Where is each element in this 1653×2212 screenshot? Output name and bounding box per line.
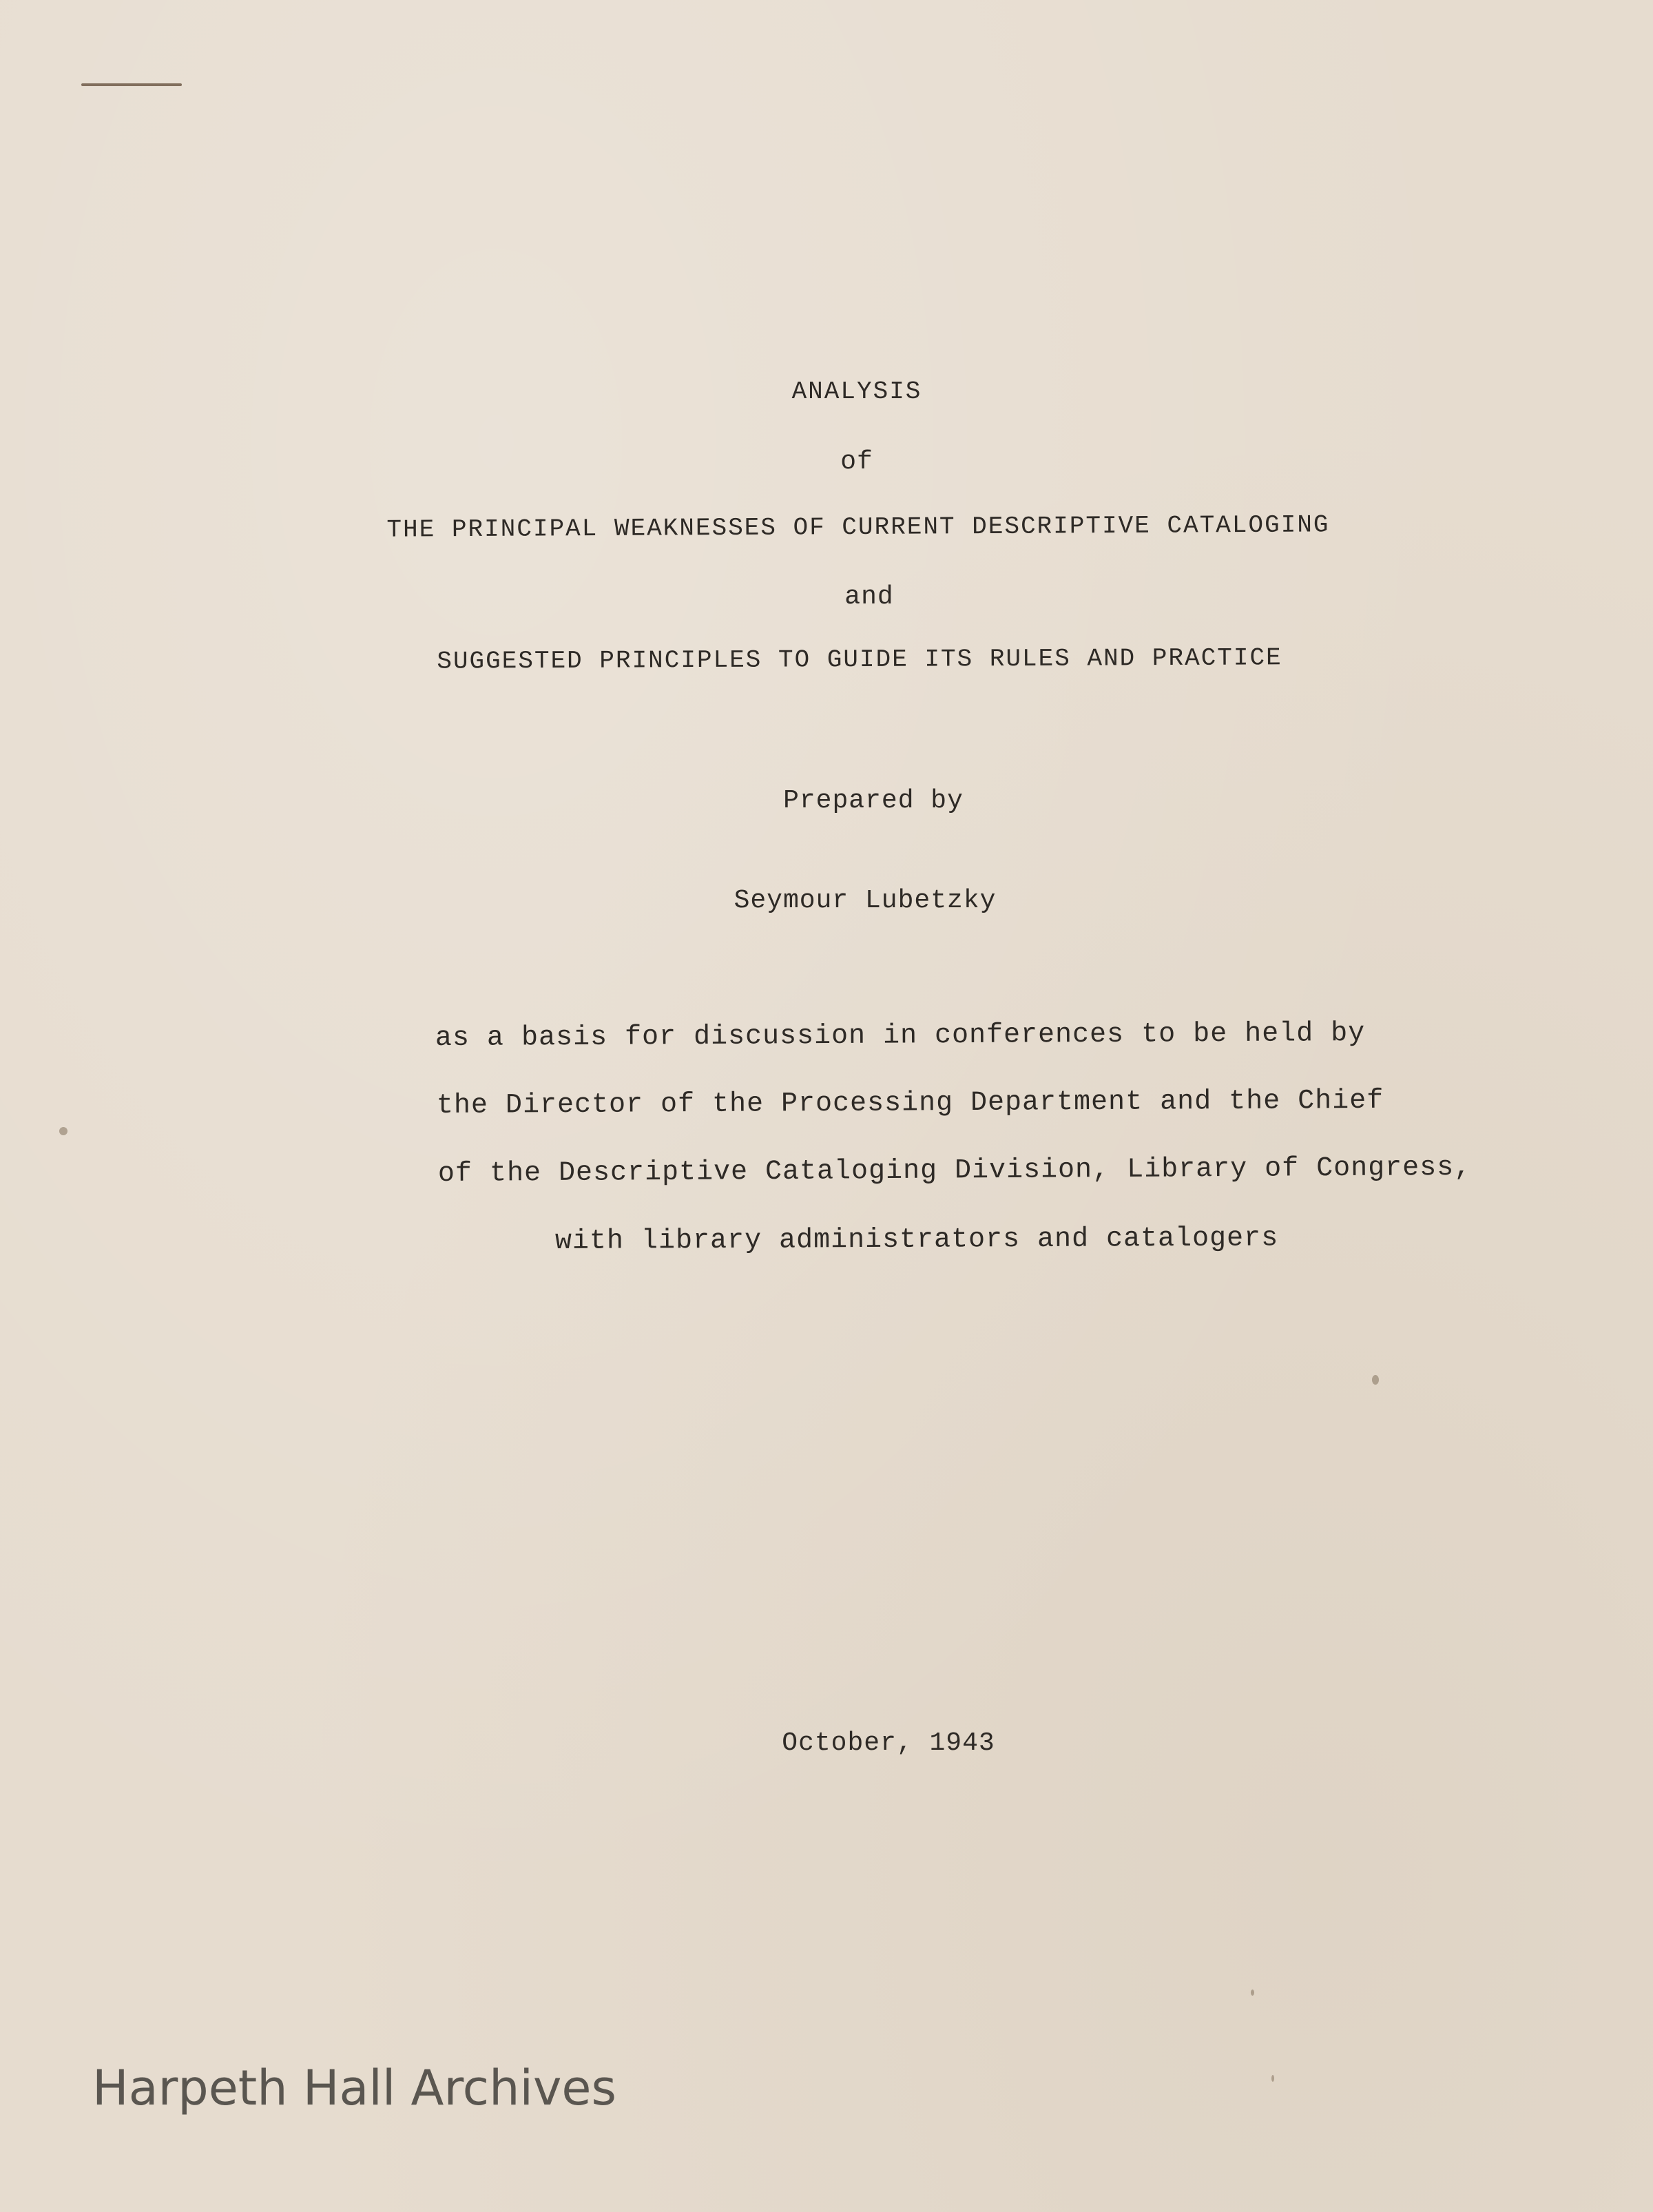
title-and: and [844, 582, 894, 612]
title-principal-weaknesses: THE PRINCIPAL WEAKNESSES OF CURRENT DESCRIPTIVE CATALOGING [386, 510, 1330, 544]
prepared-by-label: Prepared by [783, 786, 964, 816]
title-suggested-principles: SUGGESTED PRINCIPLES TO GUIDE ITS RULES AND PRACTICE [437, 643, 1282, 676]
purpose-line-1: as a basis for discussion in conferences to be held by [435, 1017, 1366, 1054]
archive-watermark: Harpeth Hall Archives [92, 2060, 616, 2116]
paper-speck [1372, 1375, 1379, 1385]
title-analysis: ANALYSIS [791, 378, 922, 406]
paper-speck [1271, 2075, 1274, 2082]
ink-mark [81, 83, 182, 86]
document-date: October, 1943 [782, 1728, 995, 1758]
purpose-line-2: the Director of the Processing Department and the Chief [436, 1085, 1384, 1121]
title-of: of [840, 447, 873, 477]
purpose-line-3: of the Descriptive Cataloging Division, Library of Congress, [437, 1152, 1472, 1190]
paper-speck [59, 1127, 67, 1135]
paper-speck [1251, 1989, 1254, 1996]
purpose-line-4: with library administrators and catalogers [554, 1223, 1279, 1257]
author-name: Seymour Lubetzky [734, 886, 997, 916]
